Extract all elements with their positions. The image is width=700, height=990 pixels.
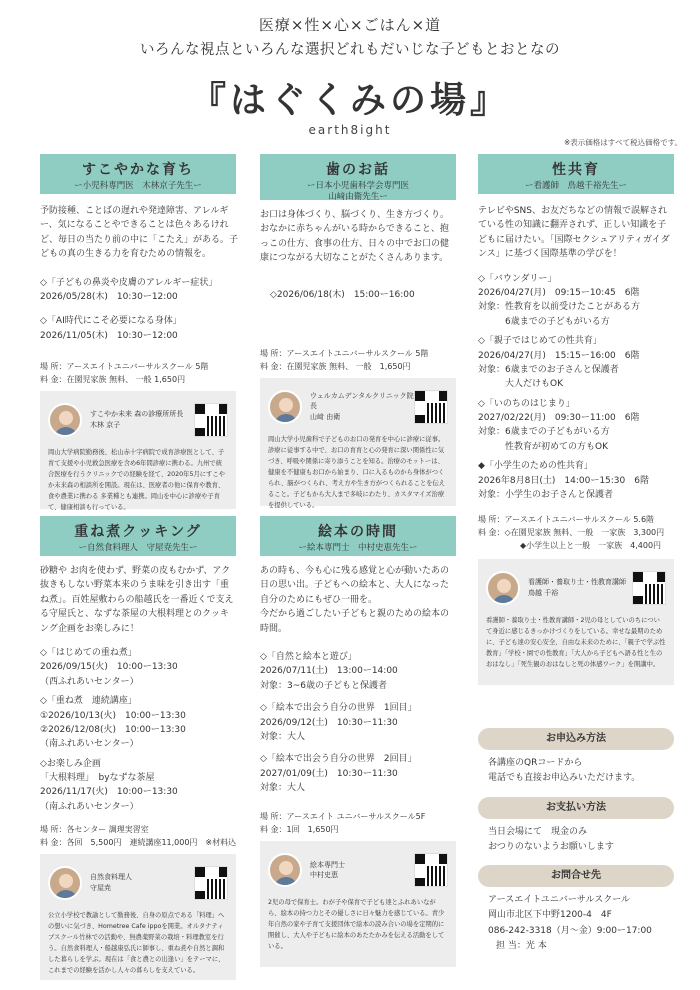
fee: 料 金：◇在園児家族 無料、一般 一家族 3,300円	[478, 528, 665, 538]
page-title: 『はぐくみの場』	[189, 80, 510, 121]
apply-line: 各講座のQRコードから	[488, 758, 583, 768]
course-title-box	[40, 516, 236, 556]
session-line: 2026/09/15(火) 10:00ー13:30	[40, 662, 178, 673]
session-line: ◇「親子ではじめての性共育」	[478, 336, 602, 347]
speaker-name: 看護師・養取り士・性教育講師 鳥越 千裕	[528, 578, 626, 597]
session-line: 性教育が初めての方もOK	[478, 441, 608, 452]
session-line: 6歳までの子どもがいる方	[478, 316, 610, 327]
speaker-bio: 岡山大学病院勤務後、松山赤十字病院で成育診療医として、子育て支援や小児救急医療を含め6年間診療に携わる。九州で統合医療を行うクリニックでの経験を経て、2020年5月にすこやか未来森の相談所を開設。現在は、医療者の他に保育や教育、食や農業に携わる 多業種とも連携。岡山を中心に診療や子育て、健康相談も行っている。	[48, 448, 225, 511]
session-line: 対象：性教育を以前受けたことがある方	[478, 302, 641, 313]
contact-line: 岡山市北区下中野1200-4 4F	[488, 910, 612, 921]
session-line: ◇お楽しみ企画	[40, 758, 101, 769]
session-line: 2026/04/27(月) 15:15ー16:00 6階	[478, 350, 640, 361]
speaker-bio: 公立小学校で教諭として勤務後、自身の原点である「料理」への想いに気づき、Hometree Cafe ippoを開業。オルタナティブスクール竹林での活動や、無農薬野菜の栽培・料理教室を行う。自然食料理人・船越康弘氏に師事し、重ね煮や自然と調和した暮らしを学ぶ。現在は「食と農との出逢い」をテーマに、これまでの経験を活かし人々の暮らしを支えている。	[48, 911, 225, 974]
course-ha	[260, 154, 456, 509]
venue: 場 所：各センター 調理実習室	[40, 825, 149, 835]
course-speaker: 山﨑由衛先生ー	[328, 192, 388, 203]
tax-note: ※表示価格はすべて税込価格です。	[563, 138, 682, 147]
speaker-photo	[268, 390, 302, 424]
session-line: （南ふれあいセンター）	[40, 801, 139, 812]
speaker-photo	[48, 403, 82, 437]
session-line: ◇「自然と絵本と遊び」	[260, 651, 357, 662]
course-title-box	[260, 516, 456, 556]
course-title-box	[478, 154, 674, 194]
course-title: 重ね煮クッキング	[74, 524, 202, 540]
course-description: 予防接種、ことばの遅れや発達障害、アレルギー、気になることやできることは色々あるけれど、毎日の当たり前の中に「こたえ」がある。子どもの真の生きる力を育むための情報を。	[40, 206, 239, 260]
apply-line: 電話でも直接お申込みいただけます。	[488, 773, 641, 784]
header-catchphrase: いろんな視点といろんな選択どれもだいじな子どもとおとなの	[140, 42, 560, 58]
course-speaker: ー小児科専門医 木林京子先生ー	[74, 181, 202, 191]
course-description: お口は身体づくり、脳づくり、生き方づくり。おなかに赤ちゃんがいる時からできること、抱っこの仕方、食事の仕方、日々の中でお口の健康につながる大切なことがたくさんあります。	[260, 210, 450, 264]
course-title: 絵本の時間	[318, 524, 398, 540]
course-description: あの時も、今も心に残る感覚と心が動いたあの日の思い出。子どもへの絵本と、大人になった自分のためにもぜひ一冊を。 今だから過ごしたい子どもと親のための絵本の時間。	[260, 566, 450, 634]
session-line: 対象：小学生のお子さんと保護者	[478, 490, 614, 501]
session-line: 「大根料理」 byなずな茶屋	[40, 773, 155, 784]
contact-body	[478, 893, 674, 954]
session-line: 対象：6歳までの子どもがいる方	[478, 427, 610, 438]
qr-code-icon[interactable]	[194, 866, 228, 900]
contact-line: アースエイトユニバーサルスクール	[488, 895, 631, 906]
payment-line: 当日会場にて 現金のみ	[488, 826, 588, 837]
fee-secondary: ◆小学生以上と一般 一家族 4,400円	[520, 541, 662, 551]
qr-code-icon[interactable]	[632, 571, 666, 605]
speaker-profile	[260, 378, 456, 509]
session-line: ◇「重ね煮 連続講座」	[40, 696, 137, 707]
course-title-box	[40, 154, 236, 194]
session-line: ◇「はじめての重ね煮」	[40, 647, 137, 658]
payment-body	[478, 825, 674, 856]
session-line: 2026/11/17(火) 10:00ー13:30	[40, 787, 178, 798]
speaker-profile	[40, 391, 236, 509]
course-speaker: ー自然食料理人 守屋尭先生ー	[78, 543, 198, 553]
session-line: 対象：大人	[260, 783, 306, 794]
session-date: 2026/11/05(木) 10:30ー12:00	[40, 330, 178, 341]
contact-line: 担 当：光 本	[496, 941, 547, 952]
session-line: 2026/04/27(月) 09:15ー10:45 6階	[478, 287, 640, 298]
course-description: 砂糖や お肉を使わず、野菜の皮もむかず、アク抜きもしない野菜本来のうま味を引き出す「重ね煮」。百姓屋敷わらの船越氏を一番近くで支える守屋氏と、なずな茶屋の大根料理とのクッキング企画をお楽しみに！	[40, 566, 234, 634]
speaker-name: すこやか未来 森の診療所所長 木林 京子	[90, 410, 184, 429]
session-line: （西ふれあいセンター）	[40, 676, 139, 687]
fee: 料 金：各回 5,500円 連続講座11,000円 ※材料込	[40, 838, 237, 848]
session-date: ◇2026/06/18(木) 15:00ー16:00	[270, 289, 415, 300]
info-panel	[478, 728, 674, 954]
session-list	[478, 272, 674, 503]
session-line: 対象：大人	[260, 731, 306, 742]
qr-code-icon[interactable]	[414, 390, 448, 424]
speaker-profile	[478, 559, 674, 685]
course-title: すこやかな育ち	[82, 162, 194, 178]
session-line: 2027/02/22(月) 09:30ー11:00 6階	[478, 413, 640, 424]
venue: 場 所：アースエイトユニバーサルスクール 5階	[260, 348, 429, 358]
venue: 場 所：アースエイト ユニバーサルスクール5F	[260, 812, 426, 822]
speaker-name: 自然食料理人 守屋尭	[90, 873, 132, 892]
course-speaker: ー看護師 鳥越千裕先生ー	[524, 181, 627, 191]
course-sei	[478, 154, 674, 685]
speaker-profile	[40, 854, 236, 980]
venue: 場 所：アースエイトユニバーサルスクール 5階	[40, 362, 209, 372]
course-description: テレビやSNS、お友だちなどの情報で誤解されている性の知識に翻弄されず、正しい知識を子どもに届けたい。「国際セクシュアリティガイダンス」に基づく国際基準の学びを！	[478, 206, 670, 260]
session-title: ◇「AI時代にこそ必要になる身体」	[40, 316, 182, 327]
speaker-name: ウェルカムデンタルクリニック院長 山﨑 由衛	[310, 391, 414, 421]
speaker-bio: 2児の母で保育士。わが子や保育で子ども達とふれあいながら、絵本の持つ力とその優しさに日々魅力を感じている。青少年自然の家や子育て支援団体で絵本の読み合いの場を定期的に開催し、大人や子どもに絵本のあたたかみを伝える活動をしている。	[268, 899, 445, 951]
header-tagline: 医療×性×心×ごはん×道	[258, 16, 442, 34]
qr-code-icon[interactable]	[414, 853, 448, 887]
course-speaker: ー日本小児歯科学会専門医	[306, 181, 409, 191]
apply-body	[478, 756, 674, 787]
session-line: 対象：3~6歳の子どもと保護者	[260, 680, 387, 691]
speaker-profile	[260, 841, 456, 967]
speaker-bio: 看護師・養取り士・性教育講師・2児の母としていのちについて身近に感じるきっかけづくりをしている。幸せな最期のために、子ども達の安心安全、自由な未来のために、「親子で学ぶ性教育」「学校・園での性教育」「大人から子どもへ語る性と生のおはなし」「死生観のおはなしと死の体感ワーク」を開講中。	[486, 616, 666, 668]
session-date: 2026/05/28(木) 10:30ー12:00	[40, 291, 178, 302]
fee: 料 金：1回 1,650円	[260, 825, 339, 835]
fee: 料 金：在園児家族 無料、 一般 1,650円	[260, 361, 411, 371]
fee: 料 金：在園児家族 無料、 一般 1,650円	[40, 374, 186, 384]
session-line: ◇「絵本で出会う自分の世界 1回目」	[260, 703, 417, 714]
session-line: （南ふれあいセンター）	[40, 739, 139, 750]
session-line: ◇「バウンダリー」	[478, 273, 557, 284]
session-line: ②2026/12/08(火) 10:00ー13:30	[40, 724, 186, 735]
qr-code-icon[interactable]	[194, 403, 228, 437]
course-title: 歯のお話	[326, 162, 390, 178]
session-line: 2026年8月8日(土) 14:00ー15:30 6階	[478, 475, 649, 486]
payment-heading: お支払い方法	[478, 797, 674, 819]
speaker-bio: 岡山大学小児歯科で子どものお口の発育を中心に診療に従事。診療に従事する中で、お口の育育と心の発育に深い関係性に気づき、呼吸や関係に寄り添うことを知る。治療のモットーは、健康を不健康もお口から始まり、口に入るものから身体がつくられ、脳がつくられ、考え方や生き方がつくられることを伝えること。子どもから大人まで多岐にわたり、カスタマイズ治療を提供している。	[268, 435, 446, 509]
session-line: 2026/09/12(土) 10:30ー11:30	[260, 717, 398, 728]
session-line: 大人だけもOK	[478, 379, 563, 390]
speaker-photo	[486, 571, 520, 605]
session-line: ①2026/10/13(火) 10:00ー13:30	[40, 710, 186, 721]
payment-line: おつりのないようお願いします	[488, 841, 614, 852]
speaker-photo	[268, 853, 302, 887]
course-sukoyaka	[40, 154, 239, 511]
speaker-photo	[48, 866, 82, 900]
session-line: 2026/07/11(土) 13:00ー14:00	[260, 666, 398, 677]
session-line: 対象：6歳までのお子さんと保護者	[478, 364, 619, 375]
course-kasane	[40, 516, 236, 980]
speaker-name: 絵本専門士 中村史恵	[310, 860, 345, 880]
session-title: ◇「子どもの鼻炎や皮膚のアレルギー症状」	[40, 277, 218, 288]
contact-heading: お問合せ先	[478, 865, 674, 887]
course-speaker: ー絵本専門士 中村史恵先生ー	[298, 543, 418, 553]
course-ehon	[260, 516, 456, 967]
session-line: 2027/01/09(土) 10:30ー11:30	[260, 768, 398, 779]
course-title: 性共育	[552, 162, 600, 178]
session-line: ◇「いのちのはじまり」	[478, 398, 575, 409]
page-subtitle: earth8ight	[308, 123, 392, 137]
session-line: ◆「小学生のための性共育」	[478, 461, 593, 472]
session-line: ◇「絵本で出会う自分の世界 2回目」	[260, 754, 417, 765]
apply-heading: お申込み方法	[478, 728, 674, 750]
venue: 場 所：アースエイトユニバーサルスクール 5.6階	[478, 515, 655, 525]
contact-phone[interactable]: 086-242-3318（月〜金）9:00ー17:00	[488, 925, 652, 936]
course-title-box	[260, 154, 456, 203]
